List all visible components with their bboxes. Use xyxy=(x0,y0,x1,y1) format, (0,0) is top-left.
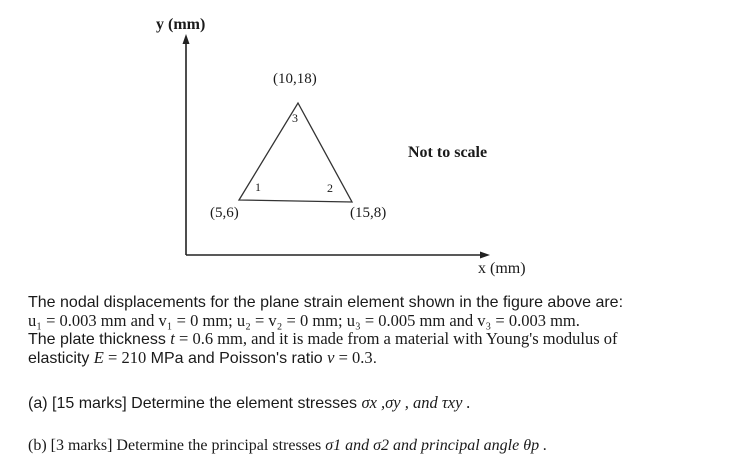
node-3-number: 3 xyxy=(292,111,298,125)
problem-line-2: u₁ = 0.003 mm and v₁ = 0 mm; u₂ = v₂ = 0 mm; u₃ = 0.005 mm and v₃ = 0.003 mm. xyxy=(28,311,580,330)
thickness-text-b: = 0.6 mm, and it is made from a material with Young's modulus of xyxy=(174,329,618,348)
scale-note: Not to scale xyxy=(408,144,488,161)
problem-line-1: The nodal displacements for the plane strain element shown in the figure above are: xyxy=(28,294,624,311)
node-2-number: 2 xyxy=(327,181,333,195)
question-b-text: (b) [3 marks] Determine the principal stresses xyxy=(28,437,326,454)
x-axis-label: x (mm) xyxy=(478,260,526,277)
thickness-text-a: The plate thickness xyxy=(28,331,171,348)
poisson-symbol: v xyxy=(327,348,335,367)
x-axis-arrow-icon xyxy=(480,252,490,259)
node-2-coordinate-label: (15,8) xyxy=(350,205,387,221)
elasticity-text-a: elasticity xyxy=(28,350,94,367)
modulus-symbol: E xyxy=(93,348,104,367)
question-b-symbols: σ1 and σ2 and principal angle θp . xyxy=(325,437,548,454)
node-1-number: 1 xyxy=(255,180,261,194)
question-a xyxy=(28,393,471,413)
y-axis-arrow-icon xyxy=(183,34,190,44)
y-axis-label: y (mm) xyxy=(156,16,206,33)
problem-statement xyxy=(28,294,728,368)
question-b xyxy=(28,437,547,455)
node-3-coordinate-label: (10,18) xyxy=(273,71,317,87)
poisson-text: MPa and Poisson's ratio xyxy=(146,350,328,367)
question-a-symbols: σx ,σy , and τxy . xyxy=(361,393,471,412)
poisson-value: = 0.3 xyxy=(334,348,373,367)
problem-line-3 xyxy=(28,330,728,349)
modulus-value: = 210 xyxy=(103,348,147,367)
line-4-period: . xyxy=(372,350,378,367)
thickness-symbol: t xyxy=(170,329,175,348)
node-1-coordinate-label: (5,6) xyxy=(210,205,239,221)
question-a-text: (a) [15 marks] Determine the element stresses xyxy=(28,395,362,412)
problem-line-4 xyxy=(28,349,728,368)
